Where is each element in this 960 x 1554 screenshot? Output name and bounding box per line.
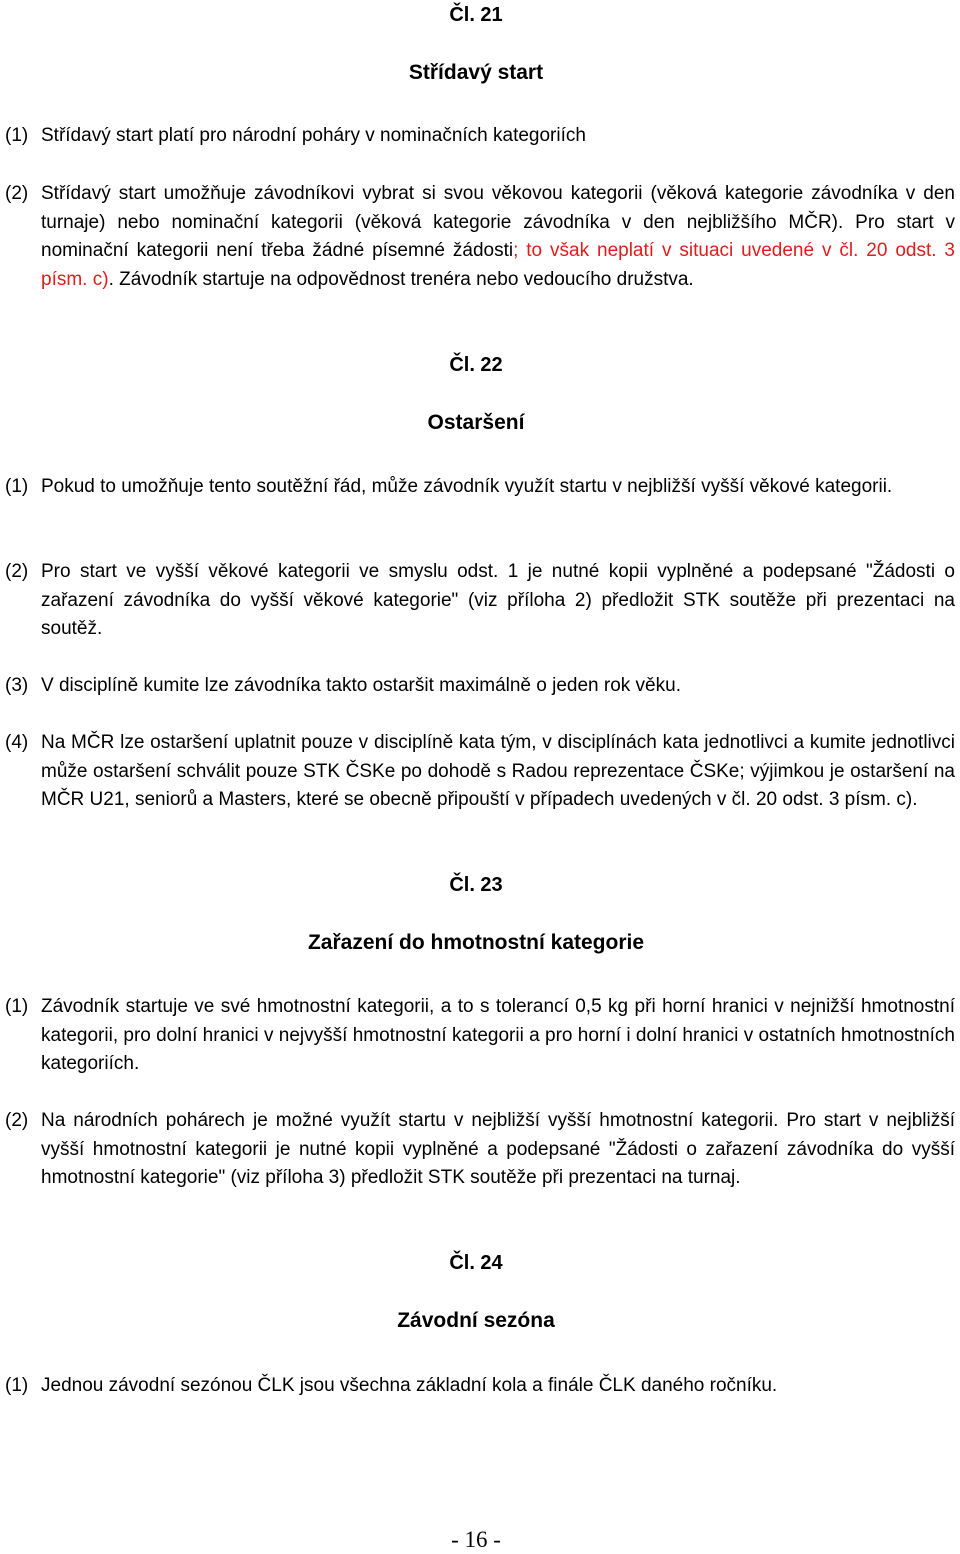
article-23-label: Čl. 23 (449, 874, 503, 896)
paragraph-text (41, 180, 955, 294)
article-22-title: Ostaršení (427, 411, 525, 434)
article-24-label: Čl. 24 (449, 1252, 503, 1274)
paragraph-text: Střídavý start platí pro národní poháry v nominačních kategoriích (41, 125, 586, 146)
paragraph-number: (4) (5, 732, 29, 753)
article-22-paragraph-4 (5, 729, 955, 815)
paragraph-text-part: Střídavý start umožňuje závodníkovi vybrat si svou věkovou kategorii (věková kategorie závodníka v den turnaje) nebo nominační kategorii (věková kategorie závodníka v den nejbližšího MČR). Pro start v nominační kategorii není třeba žádné písemné žádosti (41, 183, 955, 262)
article-21-paragraph-2 (5, 180, 955, 294)
paragraph-number: (1) (5, 476, 29, 497)
page-number: - 16 - (451, 1527, 501, 1552)
paragraph-text: Pro start ve vyšší věkové kategorii ve smyslu odst. 1 je nutné kopii vyplněné a podepsané "Žádosti o zařazení závodníka do vyšší věkové kategorie" (viz příloha 2) předložit STK soutěže při prezentaci na soutěž. (41, 561, 955, 640)
article-24-paragraph-1 (5, 1372, 955, 1401)
article-22-paragraph-1 (5, 473, 955, 502)
article-22-label: Čl. 22 (449, 354, 503, 376)
paragraph-number: (1) (5, 996, 29, 1017)
paragraph-text: Na MČR lze ostaršení uplatnit pouze v disciplíně kata tým, v disciplínách kata jednotlivci a kumite jednotlivci může ostaršení schválit pouze STK ČSKe po dohodě s Radou reprezentace ČSKe; výjimkou je ostaršení na MČR U21, seniorů a Masters, které se obecně připouští v případech uvedených v čl. 20 odst. 3 písm. c). (41, 732, 955, 811)
article-22-paragraph-3 (5, 672, 955, 701)
article-23-paragraph-1 (5, 993, 955, 1079)
highlighted-amendment-text: ; to však neplatí v situaci uvedené v čl. 20 odst. 3 písm. c) (41, 240, 955, 290)
paragraph-number: (2) (5, 561, 29, 582)
paragraph-number: (1) (5, 1375, 29, 1396)
article-21-title: Střídavý start (408, 61, 544, 84)
paragraph-number: (3) (5, 675, 29, 696)
paragraph-text: Závodník startuje ve své hmotnostní kategorii, a to s tolerancí 0,5 kg při horní hranici v nejnižší hmotnostní kategorii, pro dolní hranici v nejvyšší hmotnostní kategorii a pro horní i dolní hranici v ostatních hmotnostních kategoriích. (41, 996, 955, 1075)
paragraph-text: Jednou závodní sezónou ČLK jsou všechna základní kola a finále ČLK daného ročníku. (41, 1375, 778, 1396)
paragraph-text: Na národních pohárech je možné využít startu v nejbližší vyšší hmotnostní kategorii. Pro start v nejbližší vyšší hmotnostní kategorii je nutné kopii vyplněné a podepsané "Žádosti o zařazení závodníka do vyšší hmotnostní kategorie" (viz příloha 3) předložit STK soutěže při prezentaci na turnaj. (41, 1110, 955, 1189)
paragraph-text: Pokud to umožňuje tento soutěžní řád, může závodník využít startu v nejbližší vyšší věkové kategorii. (41, 476, 893, 497)
article-23-paragraph-2 (5, 1107, 955, 1193)
article-21-label: Čl. 21 (449, 4, 503, 26)
article-22-paragraph-2 (5, 558, 955, 644)
paragraph-number: (2) (5, 1110, 29, 1131)
article-21-paragraph-1 (5, 122, 955, 151)
paragraph-text: V disciplíně kumite lze závodníka takto ostaršit maximálně o jeden rok věku. (41, 675, 681, 696)
paragraph-text-part: . Závodník startuje na odpovědnost trenéra nebo vedoucího družstva. (108, 268, 694, 290)
article-24-title: Závodní sezóna (397, 1309, 555, 1332)
article-23-title: Zařazení do hmotnostní kategorie (307, 931, 645, 954)
paragraph-number: (1) (5, 125, 29, 146)
paragraph-number: (2) (5, 183, 29, 204)
